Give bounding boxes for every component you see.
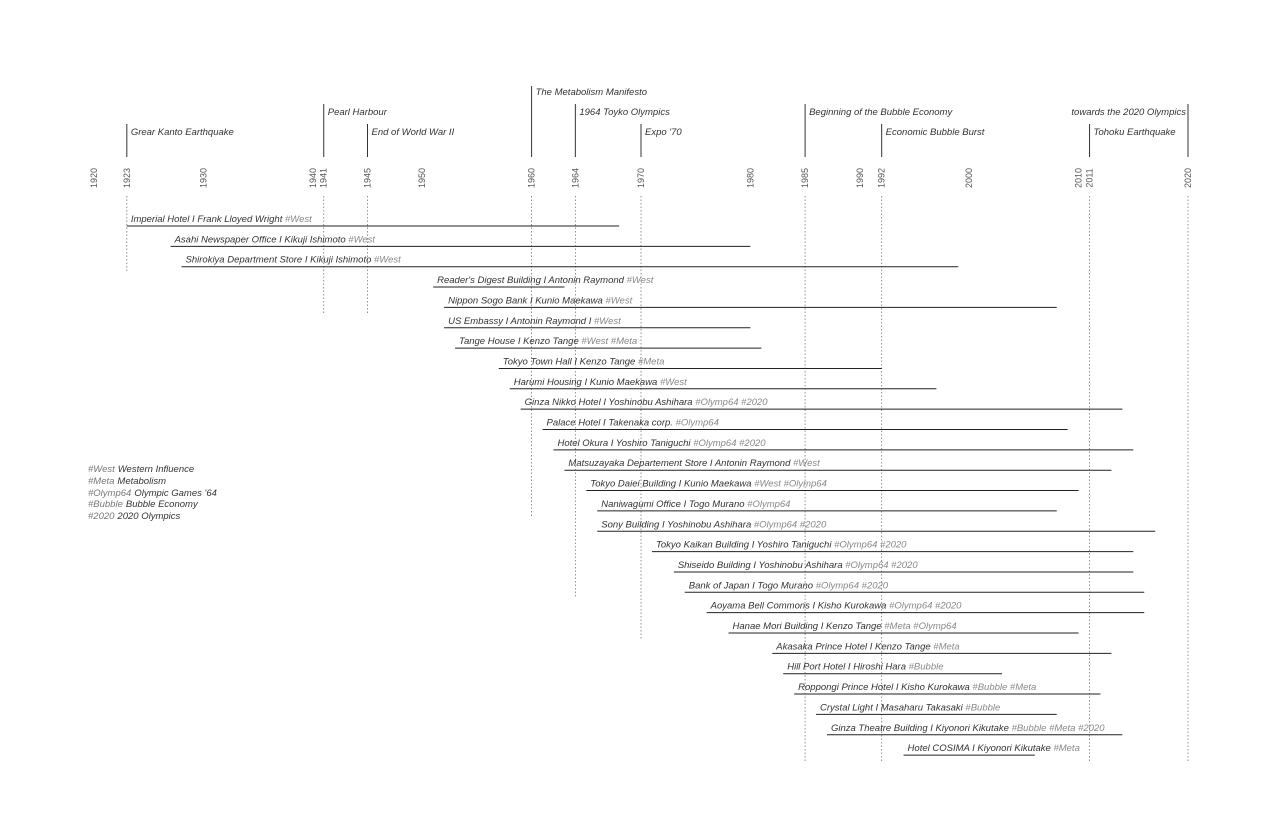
- building-label: [831, 723, 1105, 734]
- building-label: [459, 336, 637, 347]
- building-row: [597, 499, 1056, 511]
- building-row: [685, 580, 1144, 592]
- building-name: Aoyama Bell Commons I Kisho Kurokawa: [710, 600, 890, 612]
- building-name: Imperial Hotel I Frank Lloyed Wright: [130, 214, 285, 225]
- building-row: [904, 743, 1080, 755]
- building-label: [514, 377, 687, 388]
- building-tags: #West: [374, 254, 401, 266]
- building-tags: #Bubble #Meta: [972, 682, 1037, 694]
- event-label: Pearl Harbour: [327, 107, 387, 118]
- legend-item: #2020 2020 Olympics: [88, 511, 181, 523]
- year-tick-label: 1990: [854, 167, 865, 189]
- legend-item: #West Western Influence: [88, 464, 195, 475]
- building-row: [455, 336, 761, 348]
- building-tags: #West: [605, 295, 633, 307]
- building-tags: #West: [793, 458, 820, 470]
- building-name: Bank of Japan I Togo Murano: [688, 580, 816, 592]
- building-label: [787, 662, 943, 673]
- building-label: [689, 580, 889, 591]
- building-label: [710, 601, 963, 612]
- building-name: Roppongi Prince Hotel I Kisho Kurokawa: [798, 682, 973, 694]
- building-name: Tange House I Kenzo Tange: [459, 336, 582, 348]
- year-tick-label: 2011: [1084, 168, 1095, 188]
- building-name: Tokyo Town Hall I Kenzo Tange: [502, 356, 638, 368]
- building-tags: #West: [659, 376, 687, 388]
- building-label: [131, 214, 312, 225]
- building-row: [171, 234, 751, 246]
- year-tick-label: 2020: [1183, 167, 1193, 189]
- building-name: Ginza Nikko Hotel I Yoshinobu Ashihara: [524, 397, 696, 409]
- event-label: Expo '70: [645, 127, 682, 138]
- year-tick-label: 1970: [636, 167, 646, 189]
- year-tick-label: 2000: [964, 167, 975, 189]
- building-tags: #West: [348, 234, 376, 246]
- year-tick-label: 1920: [89, 167, 99, 189]
- event-label: 1964 Toyko Olympics: [579, 107, 670, 118]
- tag-legend: [88, 464, 217, 523]
- building-name: Nippon Sogo Bank I Kunio Maekawa: [448, 295, 606, 307]
- building-label: [448, 295, 633, 306]
- building-label: [557, 438, 766, 449]
- building-tags: #Meta: [933, 641, 960, 653]
- building-label: [656, 540, 907, 551]
- year-tick-label: 1941: [318, 167, 329, 189]
- event-label: towards the 2020 Olympics: [1071, 107, 1186, 118]
- building-row: [553, 438, 1133, 450]
- building-label: [733, 621, 957, 632]
- building-label: [568, 458, 820, 469]
- year-tick-label: 1992: [876, 167, 887, 189]
- building-row: [586, 479, 1078, 491]
- building-tags: #Meta #Olymp64: [884, 621, 957, 632]
- building-tags: #Bubble #Meta #2020: [1011, 722, 1105, 734]
- building-row: [433, 275, 654, 287]
- building-label: [186, 255, 402, 266]
- building-row: [444, 295, 1057, 307]
- legend-item: #Bubble Bubble Economy: [88, 499, 198, 511]
- building-name: Tokyo Kaikan Building I Yoshiro Taniguchi: [655, 539, 835, 551]
- building-label: [798, 682, 1036, 693]
- building-tags: #West #Meta: [581, 336, 638, 348]
- building-tags: #Meta: [637, 356, 665, 368]
- building-name: Matsuzayaka Departement Store I Antonin Raymond: [568, 458, 794, 470]
- building-tags: #Olymp64 #2020: [815, 580, 889, 592]
- building-tags: #Bubble: [908, 661, 944, 673]
- building-row: [707, 601, 1145, 613]
- building-tags: #West: [626, 275, 654, 287]
- building-row: [597, 519, 1155, 531]
- building-label: [525, 397, 769, 408]
- building-label: [601, 499, 790, 510]
- building-name: Reader's Digest Building I Antonin Raymond: [437, 275, 627, 287]
- building-row: [499, 356, 882, 368]
- year-tick-label: 1960: [526, 167, 537, 189]
- legend-item: #Olymp64 Olympic Games '64: [88, 487, 217, 499]
- year-tick-label: 1930: [198, 167, 209, 189]
- building-name: Tokyo Daiei Building I Kunio Maekawa: [590, 478, 755, 490]
- building-row: [772, 641, 1111, 653]
- building-name: Shirokiya Department Store I Kikuji Ishimoto: [185, 254, 375, 266]
- event-label: The Metabolism Manifesto: [535, 87, 648, 98]
- building-name: Shiseido Building I Yoshinobu Ashihara: [677, 559, 846, 571]
- building-name: Ginza Theatre Building I Kiyonori Kikutake: [830, 722, 1012, 734]
- year-tick-label: 2010: [1073, 167, 1084, 189]
- building-row: [444, 316, 750, 328]
- building-name: US Embassy I Antonin Raymond I: [448, 315, 594, 327]
- building-label: [547, 418, 719, 429]
- building-tags: #Olymp64 #2020: [834, 539, 907, 551]
- building-tags: #Meta: [1053, 743, 1080, 755]
- year-tick-label: 1980: [745, 167, 756, 189]
- building-tags: #Olymp64 #2020: [753, 519, 827, 531]
- building-name: Palace Hotel I Takenaka corp.: [546, 417, 676, 429]
- building-row: [783, 662, 1002, 674]
- year-axis: [89, 168, 1193, 188]
- building-tags: #Olymp64: [675, 417, 719, 429]
- building-label: [601, 519, 827, 530]
- building-tags: #West: [593, 315, 621, 327]
- year-tick-label: 1945: [362, 167, 373, 189]
- event-label: Tohoku Earthquake: [1093, 127, 1176, 138]
- event-label: Beginning of the Bubble Economy: [809, 107, 953, 118]
- building-name: Harumi Housing I Kunio Maekawa: [513, 376, 660, 388]
- building-label: [437, 275, 654, 286]
- building-tags: #Bubble: [965, 702, 1001, 714]
- building-tags: #Olymp64 #2020: [695, 397, 768, 409]
- building-tags: #West #Olymp64: [754, 478, 827, 490]
- building-row: [729, 621, 1079, 633]
- building-label: [820, 702, 1000, 713]
- building-row: [674, 560, 1133, 572]
- building-name: Crystal Light I Masaharu Takasaki: [820, 702, 966, 714]
- legend-item: #Meta Metabolism: [88, 475, 166, 487]
- building-tags: #Olymp64 #2020: [845, 559, 918, 571]
- building-label: [590, 479, 827, 490]
- event-label: End of World War II: [371, 127, 455, 138]
- building-tags: #Olymp64: [747, 498, 791, 510]
- building-name: Hotel Okura I Yoshiro Taniguchi: [557, 437, 694, 449]
- building-name: Naniwagumi Office I Togo Murano: [601, 498, 748, 510]
- building-row: [182, 255, 959, 267]
- building-row: [652, 540, 1133, 552]
- building-name: Hanae Mori Building I Kenzo Tange: [732, 621, 885, 632]
- event-label: Grear Kanto Earthquake: [130, 127, 234, 138]
- building-label: [174, 234, 376, 245]
- year-tick-label: 1985: [800, 167, 811, 189]
- building-label: [503, 356, 665, 367]
- building-name: Hill Port Hotel I Hiroshi Hara: [787, 661, 909, 673]
- building-row: [816, 702, 1057, 714]
- building-name: Hotel COSIMA I Kiyonori Kikutake: [907, 743, 1054, 755]
- year-tick-label: 1964: [570, 167, 581, 189]
- building-row: [827, 723, 1122, 735]
- building-tags: #Olymp64 #2020: [889, 600, 962, 612]
- building-label: [448, 316, 621, 327]
- building-name: Asahi Newspaper Office I Kikuji Ishimoto: [174, 234, 349, 246]
- building-name: Sony Building I Yoshinobu Ashihara: [601, 519, 754, 531]
- event-label: Economic Bubble Burst: [885, 127, 985, 138]
- year-tick-label: 1940: [307, 167, 318, 189]
- year-tick-label: 1950: [417, 167, 428, 189]
- building-label: [678, 560, 919, 571]
- building-row: [127, 214, 619, 226]
- building-row: [510, 377, 937, 389]
- year-tick-label: 1923: [121, 167, 132, 189]
- building-label: [908, 743, 1080, 754]
- historical-events: [127, 86, 1188, 157]
- building-name: Akasaka Prince Hotel I Kenzo Tange: [776, 641, 934, 653]
- building-tags: #Olymp64 #2020: [693, 437, 766, 449]
- building-row: [794, 682, 1100, 694]
- building-tags: #West: [284, 214, 312, 225]
- building-label: [775, 641, 959, 652]
- building-row: [564, 458, 1111, 470]
- building-row: [521, 397, 1123, 409]
